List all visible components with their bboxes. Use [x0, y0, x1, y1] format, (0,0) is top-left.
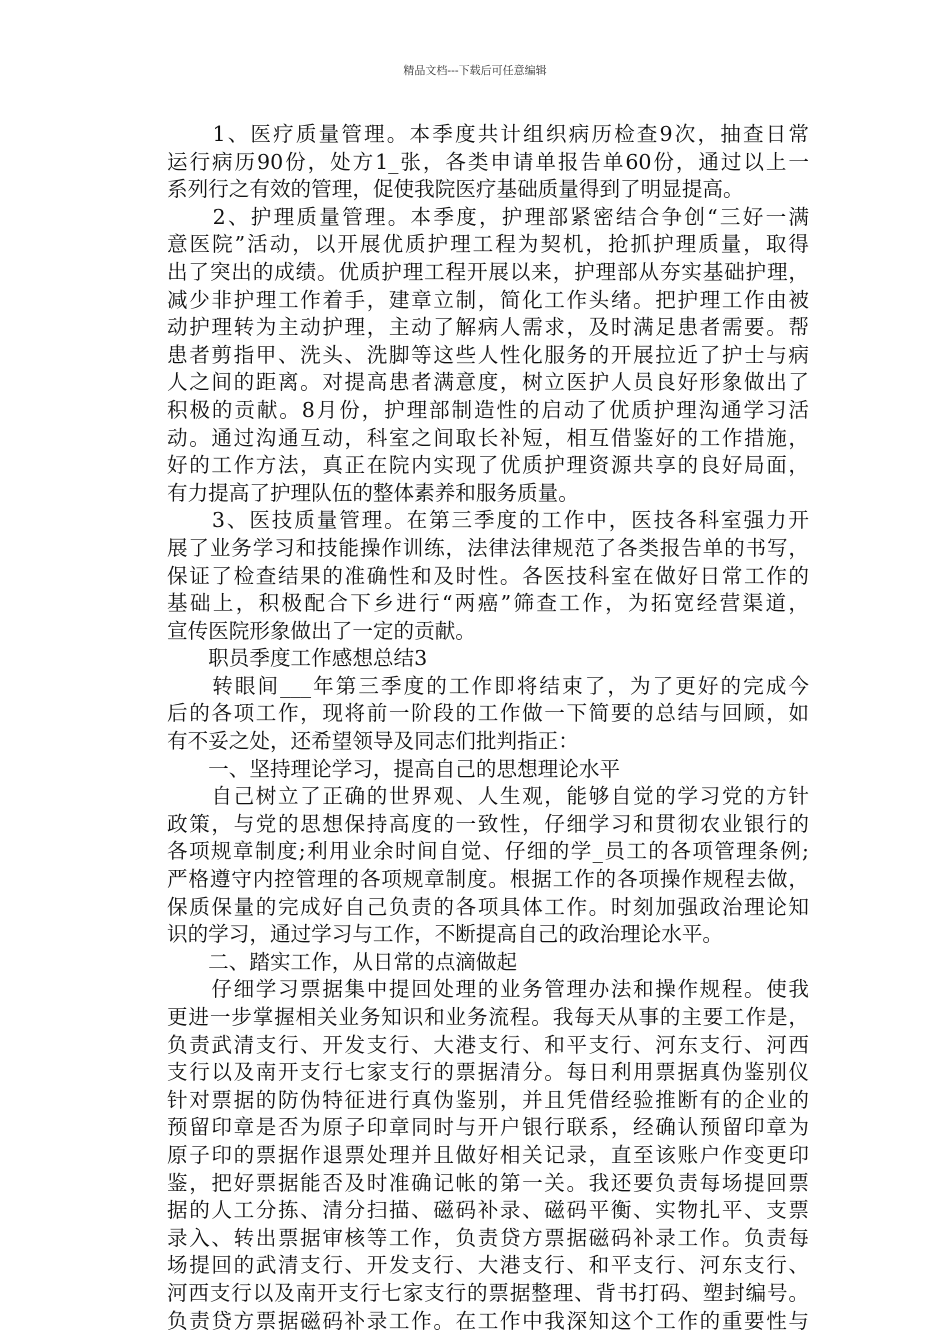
text-line: 职员季度工作感想总结3: [167, 646, 428, 671]
text-line: 动护理转为主动护理，主动了解病人需求，及时满足患者需要。帮: [167, 315, 809, 340]
text-line: 保证了检查结果的准确性和及时性。各医技科室在做好日常工作的: [167, 563, 809, 588]
text-line: 各项规章制度;利用业余时间自觉、仔细的学_员工的各项管理条例;: [167, 839, 809, 864]
text-line: 仔细学习票据集中提回处理的业务管理办法和操作规程。使我: [167, 977, 809, 1002]
text-line: 录入、转出票据审核等工作，负责贷方票据磁码补录工作。负责每: [167, 1225, 809, 1250]
document-body: [167, 121, 809, 1335]
text-line: 场提回的武清支行、开发支行、大港支行、和平支行、河东支行、: [167, 1253, 809, 1278]
text-line: 人之间的距离。对提高患者满意度，树立医护人员良好形象做出了: [167, 370, 809, 395]
page-header: 精品文档---下载后可任意编辑: [403, 64, 547, 77]
text-line: 据的人工分拣、清分扫描、磁码补录、磁码平衡、实物扎平、支票: [167, 1198, 809, 1223]
text-line: 患者剪指甲、洗头、洗脚等这些人性化服务的开展拉近了护士与病: [167, 342, 809, 367]
text-line: 转眼间___年第三季度的工作即将结束了，为了更好的完成今: [167, 673, 809, 698]
text-line: 动。通过沟通互动，科室之间取长补短，相互借鉴好的工作措施，: [167, 425, 809, 450]
text-line: 鉴，把好票据能否及时准确记帐的第一关。我还要负责每场提回票: [167, 1170, 809, 1195]
text-line: 意医院”活动，以开展优质护理工程为契机，抢抓护理质量，取得: [167, 232, 809, 257]
text-line: 政策，与党的思想保持高度的一致性，仔细学习和贯彻农业银行的: [167, 811, 809, 836]
text-line: 宣传医院形象做出了一定的贡献。: [167, 618, 476, 643]
text-line: 1、医疗质量管理。本季度共计组织病历检查9次，抽查日常: [167, 122, 809, 146]
text-line: 出了突出的成绩。优质护理工程开展以来，护理部从夯实基础护理，: [167, 259, 809, 284]
text-line: 支行以及南开支行七家支行的票据清分。每日利用票据真伪鉴别仪: [167, 1060, 809, 1085]
text-line: 运行病历90份，处方1_张，各类申请单报告单60份，通过以上一: [167, 149, 809, 174]
text-line: 好的工作方法，真正在院内实现了优质护理资源共享的良好局面，: [167, 453, 809, 478]
text-line: 2、护理质量管理。本季度，护理部紧密结合争创“三好一满: [167, 204, 809, 229]
text-line: 河西支行以及南开支行七家支行的票据整理、背书打码、塑封编号。: [167, 1280, 809, 1305]
text-line: 严格遵守内控管理的各项规章制度。根据工作的各项操作规程去做，: [167, 867, 809, 892]
text-line: 针对票据的防伪特征进行真伪鉴别，并且凭借经验推断有的企业的: [167, 1087, 809, 1112]
text-line: 基础上，积极配合下乡进行“两癌”筛查工作，为拓宽经营渠道，: [167, 591, 809, 616]
text-line: 更进一步掌握相关业务知识和业务流程。我每天从事的主要工作是，: [167, 1005, 809, 1029]
text-line: 后的各项工作，现将前一阶段的工作做一下简要的总结与回顾，如: [167, 701, 809, 726]
text-line: 原子印的票据作退票处理并且做好相关记录，直至该账户作变更印: [167, 1142, 809, 1167]
text-line: 二、踏实工作，从日常的点滴做起: [167, 949, 518, 974]
text-line: 系列行之有效的管理，促使我院医疗基础质量得到了明显提高。: [167, 177, 744, 202]
text-line: 负责贷方票据磁码补录工作。在工作中我深知这个工作的重要性与: [167, 1308, 809, 1333]
text-line: 预留印章是否为原子印章同时与开户银行联系，经确认预留印章为: [167, 1115, 809, 1140]
text-line: 有不妥之处，还希望领导及同志们批判指正：: [167, 729, 579, 754]
text-line: 自己树立了正确的世界观、人生观，能够自觉的学习党的方针: [167, 784, 809, 809]
text-line: 积极的贡献。8月份，护理部制造性的启动了优质护理沟通学习活: [167, 397, 809, 422]
text-line: 减少非护理工作着手，建章立制，简化工作头绪。把护理工作由被: [167, 287, 809, 312]
text-line: 保质保量的完成好自己负责的各项具体工作。时刻加强政治理论知: [167, 894, 809, 919]
text-line: 识的学习，通过学习与工作，不断提高自己的政治理论水平。: [167, 922, 724, 947]
text-line: 有力提高了护理队伍的整体素养和服务质量。: [167, 480, 579, 505]
text-line: 3、医技质量管理。在第三季度的工作中，医技各科室强力开: [167, 508, 809, 533]
text-line: 一、坚持理论学习，提高自己的思想理论水平: [167, 756, 621, 781]
text-line: 展了业务学习和技能操作训练，法律法律规范了各类报告单的书写，: [167, 535, 809, 560]
text-line: 负责武清支行、开发支行、大港支行、和平支行、河东支行、河西: [167, 1032, 809, 1057]
